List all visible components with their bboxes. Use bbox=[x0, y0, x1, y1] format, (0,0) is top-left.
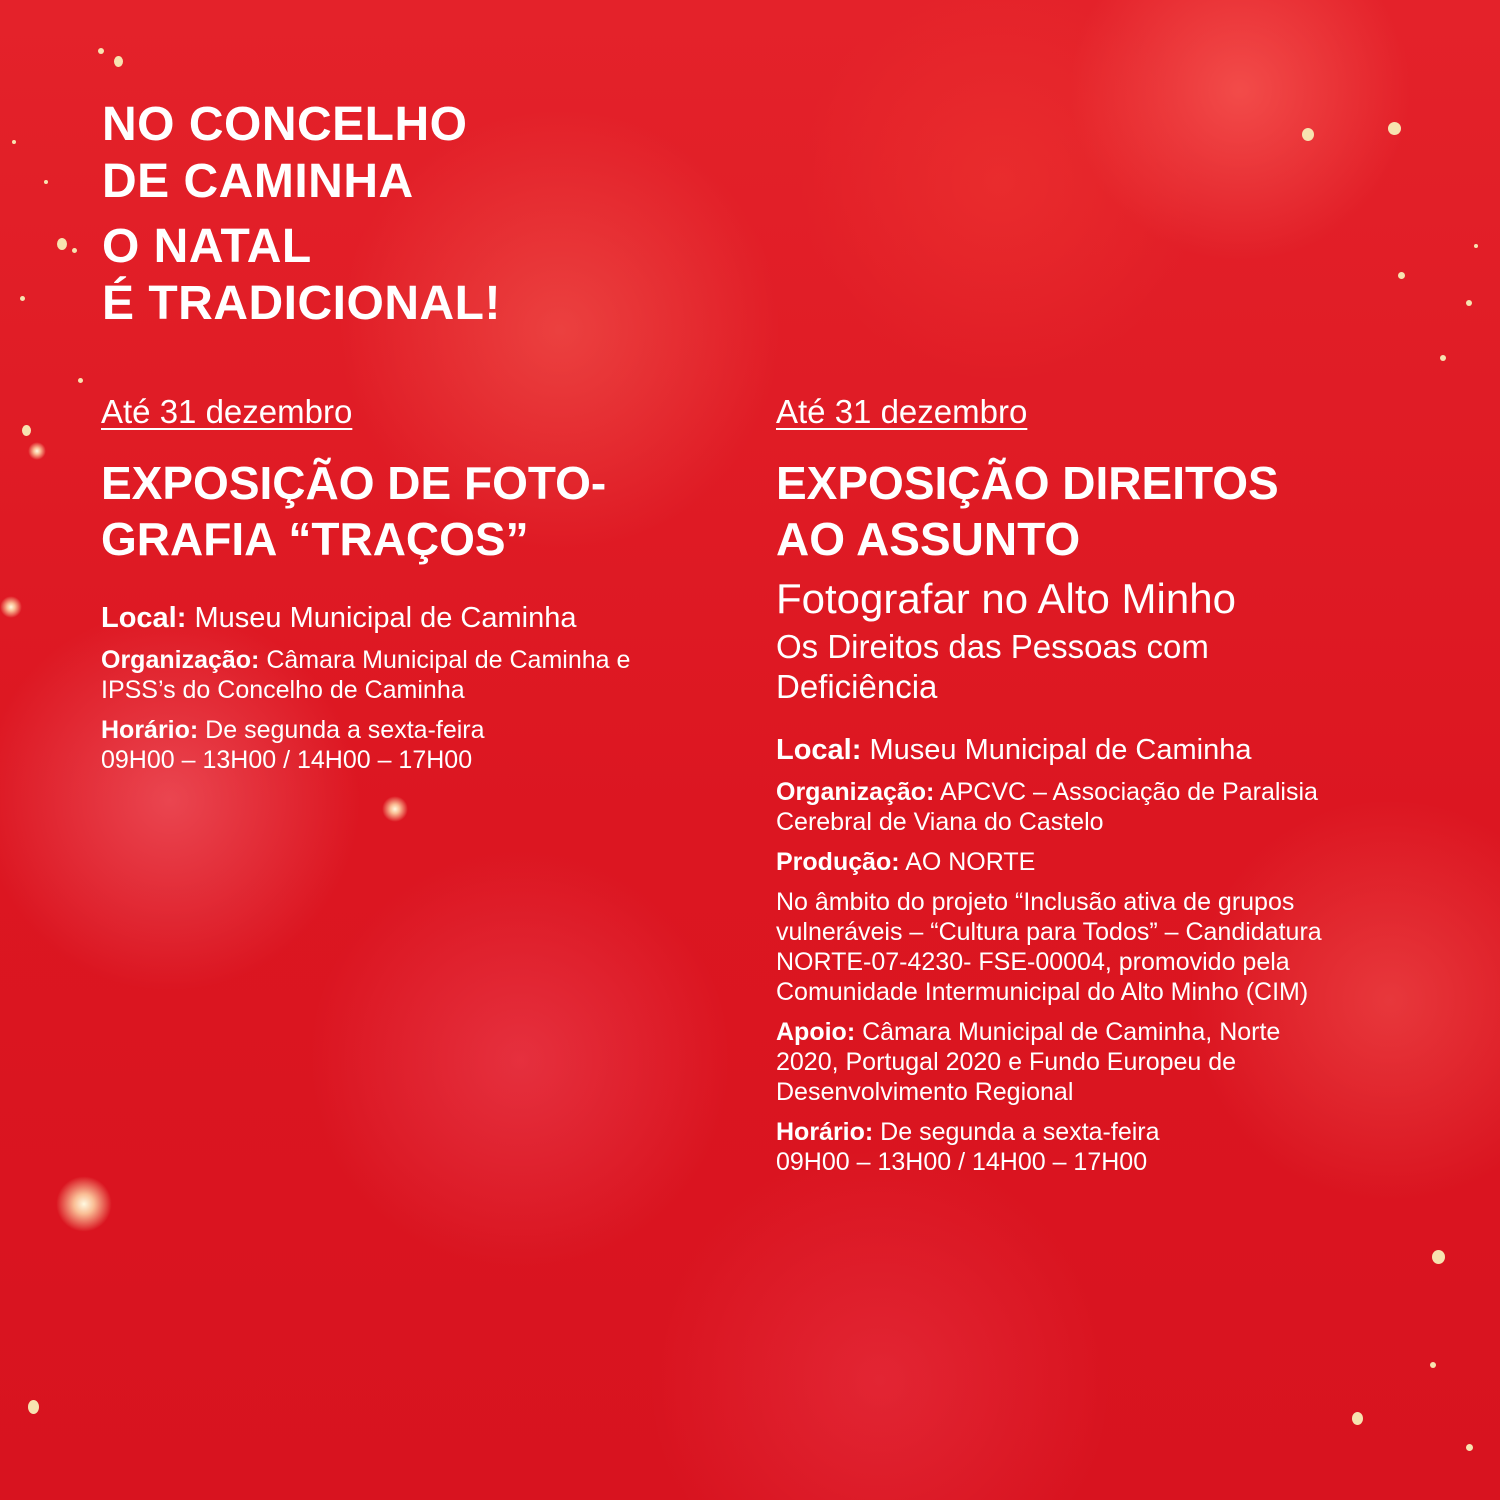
event-subtitle-secondary bbox=[776, 627, 1416, 707]
sparkle bbox=[72, 248, 77, 253]
sparkle bbox=[1388, 122, 1401, 135]
event-date: Até 31 dezembro bbox=[101, 393, 353, 430]
ambito-line: Comunidade Intermunicipal do Alto Minho (CIM) bbox=[776, 978, 1309, 1006]
ambito-line: vulneráveis – “Cultura para Todos” – Candidatura bbox=[776, 918, 1322, 946]
event-title bbox=[101, 455, 701, 567]
event-title-line: EXPOSIÇÃO DIREITOS bbox=[776, 457, 1279, 509]
producao-label: Produção: bbox=[776, 848, 900, 876]
event-date: Até 31 dezembro bbox=[776, 393, 1028, 430]
sparkle bbox=[20, 296, 25, 301]
event-title-line: AO ASSUNTO bbox=[776, 513, 1081, 565]
sparkle bbox=[1430, 1362, 1436, 1368]
sparkle bbox=[57, 238, 67, 250]
sparkle bbox=[78, 378, 83, 383]
ambito-line: No âmbito do projeto “Inclusão ativa de grupos bbox=[776, 888, 1295, 916]
organizacao-line: Cerebral de Viana do Castelo bbox=[776, 808, 1104, 836]
ambito-line: NORTE-07-4230- FSE-00004, promovido pela bbox=[776, 948, 1290, 976]
sparkle bbox=[1474, 244, 1478, 248]
horario-label: Horário: bbox=[101, 716, 199, 744]
sparkle bbox=[44, 180, 48, 184]
event-horario bbox=[776, 1117, 1416, 1177]
event-organizacao bbox=[776, 777, 1416, 837]
headline-line: O NATAL bbox=[102, 220, 312, 273]
organizacao-line bbox=[776, 777, 1416, 807]
sparkle bbox=[12, 140, 16, 144]
sparkle bbox=[1466, 1444, 1473, 1451]
sparkle bbox=[98, 48, 104, 54]
producao-value: AO NORTE bbox=[899, 848, 1036, 876]
sparkle bbox=[28, 1400, 39, 1414]
sparkle bbox=[1466, 300, 1472, 306]
organizacao-label: Organização: bbox=[101, 646, 260, 674]
glow-spot bbox=[0, 596, 22, 618]
headline-line: DE CAMINHA bbox=[102, 155, 414, 208]
sparkle bbox=[1302, 128, 1314, 141]
event-ambito bbox=[776, 887, 1416, 1007]
horario-line: 09H00 – 13H00 / 14H00 – 17H00 bbox=[101, 746, 473, 774]
horario-value: De segunda a sexta-feira bbox=[198, 716, 485, 744]
headline-line: NO CONCELHO bbox=[102, 98, 468, 151]
event-producao bbox=[776, 847, 1416, 877]
horario-label: Horário: bbox=[776, 1118, 874, 1146]
event-horario bbox=[101, 715, 701, 775]
glow-spot bbox=[56, 1176, 112, 1232]
event-local bbox=[776, 733, 1416, 767]
glow-spot bbox=[28, 442, 46, 460]
sparkle bbox=[22, 425, 31, 436]
event-card-direitos bbox=[776, 392, 1416, 1177]
sparkle bbox=[114, 56, 123, 67]
event-title-line: EXPOSIÇÃO DE FOTO- bbox=[101, 457, 607, 509]
sparkle bbox=[1440, 355, 1446, 361]
glow-spot bbox=[382, 796, 408, 822]
horario-line bbox=[776, 1117, 1416, 1147]
apoio-line: 2020, Portugal 2020 e Fundo Europeu de bbox=[776, 1048, 1237, 1076]
organizacao-value: Câmara Municipal de Caminha e bbox=[259, 646, 631, 674]
apoio-value: Câmara Municipal de Caminha, Norte bbox=[855, 1018, 1281, 1046]
horario-value: De segunda a sexta-feira bbox=[873, 1118, 1160, 1146]
headline-line: É TRADICIONAL! bbox=[102, 277, 501, 330]
event-title-line: GRAFIA “TRAÇOS” bbox=[101, 513, 529, 565]
horario-line bbox=[101, 715, 701, 745]
organizacao-value: APCVC – Associação de Paralisia bbox=[934, 778, 1318, 806]
apoio-label: Apoio: bbox=[776, 1018, 856, 1046]
local-value: Museu Municipal de Caminha bbox=[186, 602, 577, 634]
sparkle bbox=[1352, 1412, 1363, 1425]
sparkle bbox=[1398, 272, 1405, 279]
apoio-line: Desenvolvimento Regional bbox=[776, 1078, 1074, 1106]
headline bbox=[102, 96, 501, 332]
sparkle bbox=[1432, 1250, 1445, 1264]
subtitle-line: Os Direitos das Pessoas com bbox=[776, 628, 1209, 665]
organizacao-line bbox=[101, 645, 701, 675]
subtitle-line: Deficiência bbox=[776, 668, 938, 705]
organizacao-line: IPSS’s do Concelho de Caminha bbox=[101, 676, 465, 704]
event-subtitle: Fotografar no Alto Minho bbox=[776, 575, 1236, 622]
event-local bbox=[101, 601, 701, 635]
local-label: Local: bbox=[101, 602, 187, 634]
horario-line: 09H00 – 13H00 / 14H00 – 17H00 bbox=[776, 1148, 1148, 1176]
headline-block-2 bbox=[102, 218, 501, 332]
headline-block-1 bbox=[102, 96, 501, 210]
event-card-tracos bbox=[101, 392, 701, 775]
event-title bbox=[776, 455, 1416, 567]
local-value: Museu Municipal de Caminha bbox=[861, 734, 1252, 766]
event-organizacao bbox=[101, 645, 701, 705]
local-label: Local: bbox=[776, 734, 862, 766]
organizacao-label: Organização: bbox=[776, 778, 935, 806]
event-apoio bbox=[776, 1017, 1416, 1107]
apoio-line bbox=[776, 1017, 1416, 1047]
